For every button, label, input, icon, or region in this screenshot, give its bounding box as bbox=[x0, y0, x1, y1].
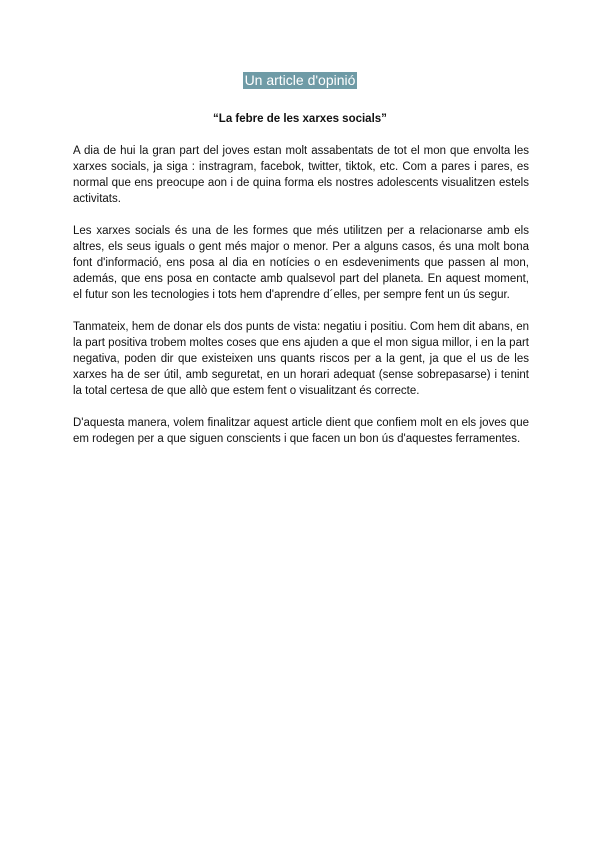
article-title: “La febre de les xarxes socials” bbox=[213, 113, 387, 125]
article-heading: Un article d'opinió bbox=[244, 72, 356, 88]
paragraph-2: Les xarxes socials és una de les formes que més utilitzen per a relacionarse amb els altres, els seus iguals o gent més major o menor. Per a alguns casos, és una molt bona font d'informació, ens posa al dia en notícies o en esdeveniments que passen al mon, además, que ens posa en contacte amb qualsevol part del planeta. En aquest moment, el futur son les tecnologies i tots hem d'aprendre d´elles, per sempre fent un ús segur. bbox=[73, 225, 529, 301]
heading-wrapper bbox=[0, 72, 600, 90]
paragraph-3: Tanmateix, hem de donar els dos punts de vista: negatiu i positiu. Com hem dit abans, en la part positiva trobem moltes coses que ens ajuden a que el mon sigua millor, i en la part negativa, poden dir que existeixen uns quants riscos per a la gent, ja que el us de les xarxes ha de ser útil, amb seguretat, en un horari adequat (sense sobrepasarse) i tenint la total certesa de que allò que estem fent o visualitzant és correcte. bbox=[73, 321, 529, 397]
paragraph-1: A dia de hui la gran part del joves estan molt assabentats de tot el mon que envolta les xarxes socials, ja siga : instragram, facebok, twitter, tiktok, etc. Com a pares i pares, es normal que ens preocupe aon i de quina forma els nostres adolescents visualitzen estels activitats. bbox=[73, 145, 529, 205]
article-body bbox=[73, 143, 529, 463]
paragraph-4: D'aquesta manera, volem finalitzar aquest article dient que confiem molt en els joves que em rodegen per a que siguen conscients i que facen un bon ús d'aquestes ferramentes. bbox=[73, 417, 529, 445]
